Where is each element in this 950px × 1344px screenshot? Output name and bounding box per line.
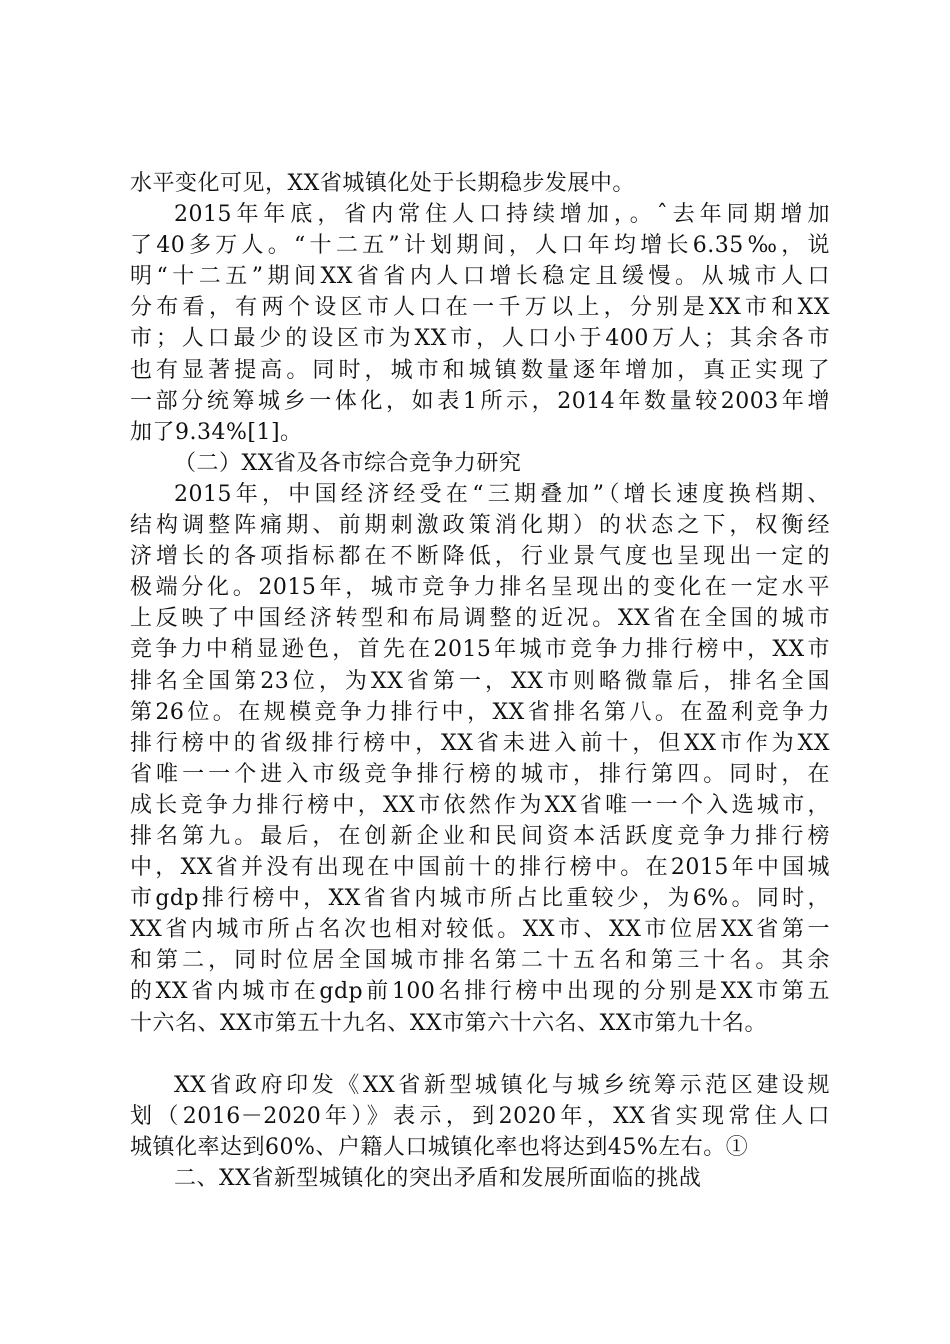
paragraph-line: 城镇化率达到60%、户籍人口城镇化率也将达到45%左右。① — [130, 1134, 749, 1160]
paragraph-line: 成长竞争力排行榜中，XX市依然作为XX省唯一一个入选城市， — [130, 792, 830, 818]
paragraph-line: 市；人口最少的设区市为XX市，人口小于400万人；其余各市 — [130, 326, 830, 352]
section-heading: （二）XX省及各市综合竞争力研究 — [174, 450, 522, 476]
paragraph-line: XX省内城市所占名次也相对较低。XX市、XX市位居XX省第一 — [130, 917, 830, 943]
paragraph-line: 十六名、XX市第五十九名、XX市第六十六名、XX市第九十名。 — [130, 1010, 767, 1036]
paragraph-line: 加了9.34%[1]。 — [130, 419, 303, 445]
paragraph-line: 省唯一一个进入市级竞争排行榜的城市，排行第四。同时，在 — [130, 761, 830, 787]
paragraph-line: 中，XX省并没有出现在中国前十的排行榜中。在2015年中国城 — [130, 855, 830, 881]
paragraph-line: 排行榜中的省级排行榜中，XX省未进入前十，但XX市作为XX — [130, 730, 830, 756]
paragraph-line: 分布看，有两个设区市人口在一千万以上，分别是XX市和XX — [130, 295, 830, 321]
paragraph-line: 2015年年底，省内常住人口持续增加，。ˆ去年同期增加 — [174, 202, 830, 228]
paragraph-line: XX省政府印发《XX省新型城镇化与城乡统筹示范区建设规 — [174, 1072, 830, 1098]
paragraph-line: 了40多万人。“十二五”计划期间，人口年均增长6.35‰，说 — [130, 233, 830, 259]
paragraph-line: 结构调整阵痛期、前期刺激政策消化期）的状态之下，权衡经 — [130, 513, 830, 539]
paragraph-line: 上反映了中国经济转型和布局调整的近况。XX省在全国的城市 — [130, 606, 830, 632]
section-heading: 二、XX省新型城镇化的突出矛盾和发展所面临的挑战 — [174, 1165, 702, 1191]
paragraph-line: 竞争力中稍显逊色，首先在2015年城市竞争力排行榜中，XX市 — [130, 637, 830, 663]
paragraph-line: 第26位。在规模竞争力排行中，XX省排名第八。在盈利竞争力 — [130, 699, 830, 725]
paragraph-line: 的XX省内城市在gdp前100名排行榜中出现的分别是XX市第五 — [130, 979, 830, 1005]
paragraph-line: 划（2016－2020年）》表示，到2020年，XX省实现常住人口 — [130, 1103, 830, 1129]
document-body — [130, 168, 830, 1194]
paragraph-spacer — [130, 1039, 830, 1070]
paragraph-line: 也有显著提高。同时，城市和城镇数量逐年增加，真正实现了 — [130, 357, 830, 383]
paragraph-line: 济增长的各项指标都在不断降低，行业景气度也呈现出一定的 — [130, 544, 830, 570]
paragraph-line: 极端分化。2015年，城市竞争力排名呈现出的变化在一定水平 — [130, 575, 830, 601]
paragraph-line: 排名第九。最后，在创新企业和民间资本活跃度竞争力排行榜 — [130, 823, 830, 849]
paragraph-line: 明“十二五”期间XX省省内人口增长稳定且缓慢。从城市人口 — [130, 264, 830, 290]
paragraph-line: 市gdp排行榜中，XX省省内城市所占比重较少，为6%。同时， — [130, 886, 830, 912]
paragraph-line: 水平变化可见，XX省城镇化处于长期稳步发展中。 — [130, 171, 635, 196]
paragraph-line: 和第二，同时位居全国城市排名第二十五名和第三十名。其余 — [130, 948, 830, 974]
paragraph-line: 一部分统筹城乡一体化，如表1所示，2014年数量较2003年增 — [130, 388, 830, 414]
paragraph-line: 排名全国第23位，为XX省第一，XX市则略微靠后，排名全国 — [130, 668, 830, 694]
paragraph-line: 2015年，中国经济经受在“三期叠加”（增长速度换档期、 — [174, 481, 830, 507]
